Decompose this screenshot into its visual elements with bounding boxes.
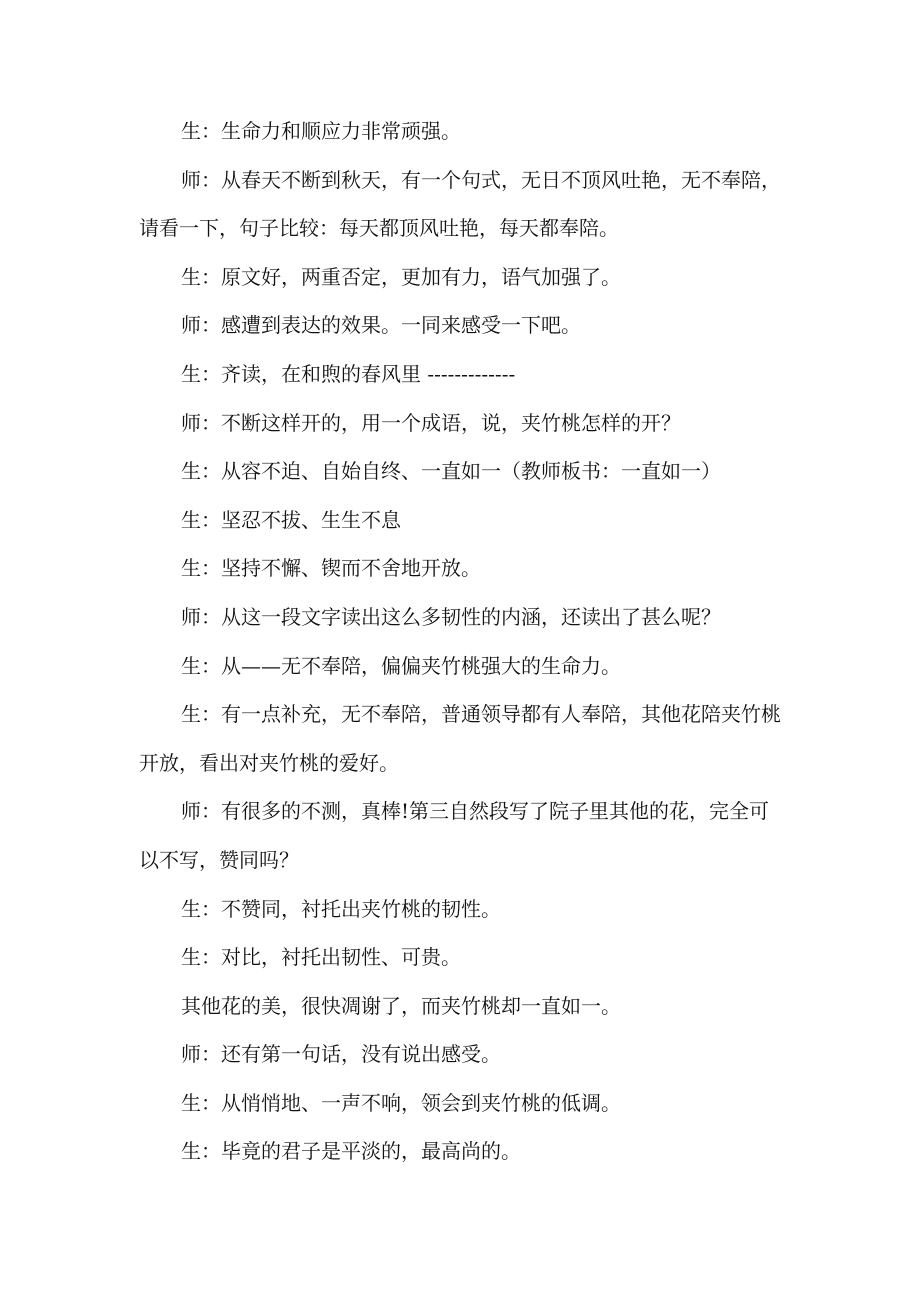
document-body	[139, 107, 784, 1176]
paragraph: 其他花的美，很快凋谢了，而夹竹桃却一直如一。	[181, 993, 621, 1018]
paragraph: 生：对比，衬托出韧性、可贵。	[181, 945, 461, 970]
paragraph: 生：坚忍不拔、生生不息	[181, 507, 401, 532]
paragraph: 生：齐读，在和煦的春风里 -------------	[181, 361, 516, 386]
paragraph: 生：坚持不懈、锲而不舍地开放。	[181, 556, 481, 581]
paragraph: 师：不断这样开的，用一个成语，说，夹竹桃怎样的开？	[181, 410, 681, 435]
paragraph: 生：从——无不奉陪，偏偏夹竹桃强大的生命力。	[181, 653, 621, 678]
paragraph: 师：从春天不断到秋天，有一个句式，无日不顶风吐艳，无不奉陪，请看一下，句子比较：每天都顶风吐艳，每天都奉陪。	[139, 167, 781, 241]
paragraph: 生：生命力和顺应力非常顽强。	[181, 119, 461, 143]
paragraph: 师：从这一段文字读出这么多韧性的内涵，还读出了甚么呢？	[181, 604, 721, 629]
paragraph: 生：从容不迫、自始自终、一直如一（教师板书：一直如一）	[181, 459, 721, 484]
paragraph: 生：从悄悄地、一声不响，领会到夹竹桃的低调。	[181, 1090, 621, 1115]
paragraph: 师：还有第一句话，没有说出感受。	[181, 1042, 501, 1067]
paragraph: 生：不赞同，衬托出夹竹桃的韧性。	[181, 896, 501, 921]
paragraph: 生：有一点补充，无不奉陪，普通领导都有人奉陪，其他花陪夹竹桃开放，看出对夹竹桃的爱好。	[139, 702, 781, 775]
paragraph: 师：有很多的不测，真棒!第三自然段写了院子里其他的花，完全可以不写，赞同吗？	[139, 799, 770, 872]
paragraph: 生：毕竟的君子是平淡的，最高尚的。	[181, 1139, 521, 1164]
paragraph: 师：感遭到表达的效果。一同来感受一下吧。	[181, 313, 581, 338]
paragraph: 生：原文好，两重否定，更加有力，语气加强了。	[181, 264, 621, 289]
